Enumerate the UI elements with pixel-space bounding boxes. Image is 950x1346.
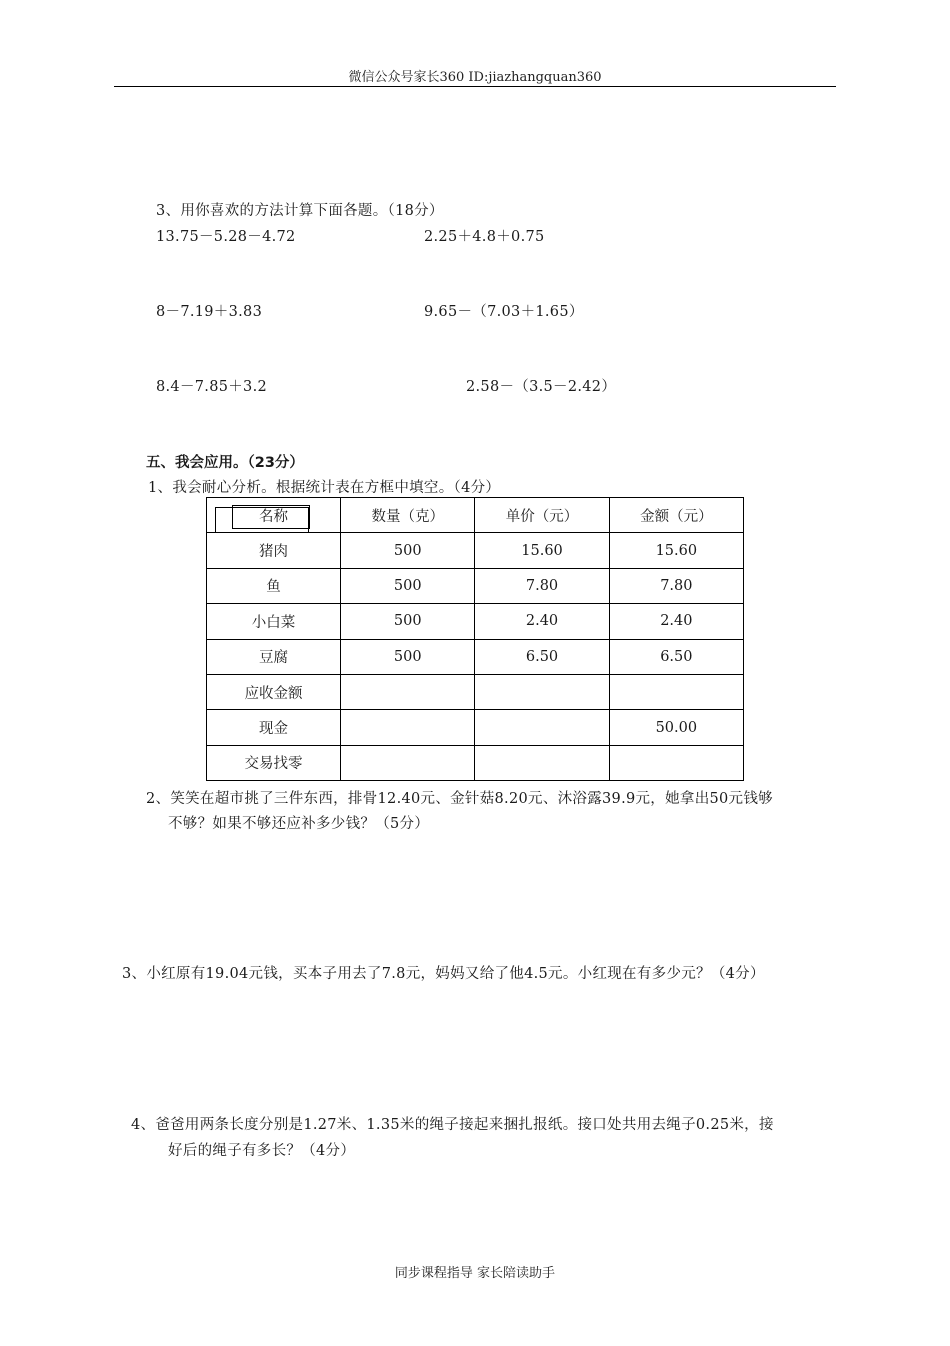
table-cell-empty (475, 710, 609, 745)
table-cell: 7.80 (475, 568, 609, 603)
receivable-label: 应收金额 (207, 674, 341, 709)
price-table (206, 497, 744, 781)
calc-problem-5: 8.4－7.85＋3.2 (156, 379, 268, 395)
question-4-line-1: 4、爸爸用两条长度分别是1.27米、1.35米的绳子接起来捆扎报纸。接口处共用去绳子0.25米，接 (131, 1117, 774, 1133)
table-row (207, 533, 744, 568)
table-cell: 鱼 (207, 568, 341, 603)
cash-value: 50.00 (609, 710, 743, 745)
table-row-receivable (207, 674, 744, 709)
page-header: 微信公众号家长360 ID:jiazhangquan360 (348, 70, 602, 85)
table-header-cell: 数量（克） (341, 498, 475, 533)
question-2-line-1: 2、笑笑在超市挑了三件东西，排骨12.40元、金针菇8.20元、沐浴露39.9元，她拿出50元钱够 (146, 791, 773, 807)
table-cell-empty (341, 710, 475, 745)
receivable-cell (609, 674, 743, 709)
table-header-cell: 名称 (207, 498, 341, 533)
table-cell: 500 (341, 604, 475, 639)
calc-problem-1: 13.75－5.28－4.72 (156, 229, 296, 245)
calc-problem-4: 9.65－（7.03＋1.65） (424, 304, 584, 320)
table-cell: 7.80 (609, 568, 743, 603)
table-cell: 6.50 (475, 639, 609, 674)
change-answer-box[interactable] (215, 507, 309, 533)
table-cell-empty (341, 745, 475, 780)
change-cell (609, 745, 743, 780)
table-cell: 500 (341, 533, 475, 568)
table-cell: 6.50 (609, 639, 743, 674)
question-3: 3、小红原有19.04元钱，买本子用去了7.8元，妈妈又给了他4.5元。小红现在有多少元？（4分） (122, 966, 765, 982)
cash-label: 现金 (207, 710, 341, 745)
table-row (207, 639, 744, 674)
calc-problem-2: 2.25＋4.8＋0.75 (424, 229, 545, 245)
question-4-line-2: 好后的绳子有多长？（4分） (168, 1143, 356, 1159)
header-rule (114, 86, 836, 87)
table-cell: 2.40 (609, 604, 743, 639)
table-cell-empty (475, 674, 609, 709)
table-cell-empty (341, 674, 475, 709)
table-row (207, 604, 744, 639)
calc-problem-6: 2.58－（3.5－2.42） (466, 379, 617, 395)
table-cell: 500 (341, 639, 475, 674)
table-header-cell: 金额（元） (609, 498, 743, 533)
question-2-line-2: 不够？如果不够还应补多少钱？（5分） (168, 816, 430, 832)
table-cell: 豆腐 (207, 639, 341, 674)
calc-problem-3: 8－7.19＋3.83 (156, 304, 263, 320)
table-cell: 15.60 (475, 533, 609, 568)
table-cell: 2.40 (475, 604, 609, 639)
table-cell: 15.60 (609, 533, 743, 568)
question-1: 1、我会耐心分析。根据统计表在方框中填空。（4分） (148, 480, 501, 496)
table-row (207, 568, 744, 603)
table-row-cash (207, 710, 744, 745)
table-header-cell: 单价（元） (475, 498, 609, 533)
change-label: 交易找零 (207, 745, 341, 780)
table-cell: 小白菜 (207, 604, 341, 639)
table-cell: 500 (341, 568, 475, 603)
table-cell-empty (475, 745, 609, 780)
calc-title: 3、用你喜欢的方法计算下面各题。（18分） (156, 203, 444, 219)
page-footer: 同步课程指导 家长陪读助手 (394, 1266, 556, 1281)
table-cell: 猪肉 (207, 533, 341, 568)
table-row-change (207, 745, 744, 780)
section5-title: 五、我会应用。（23分） (146, 455, 304, 471)
